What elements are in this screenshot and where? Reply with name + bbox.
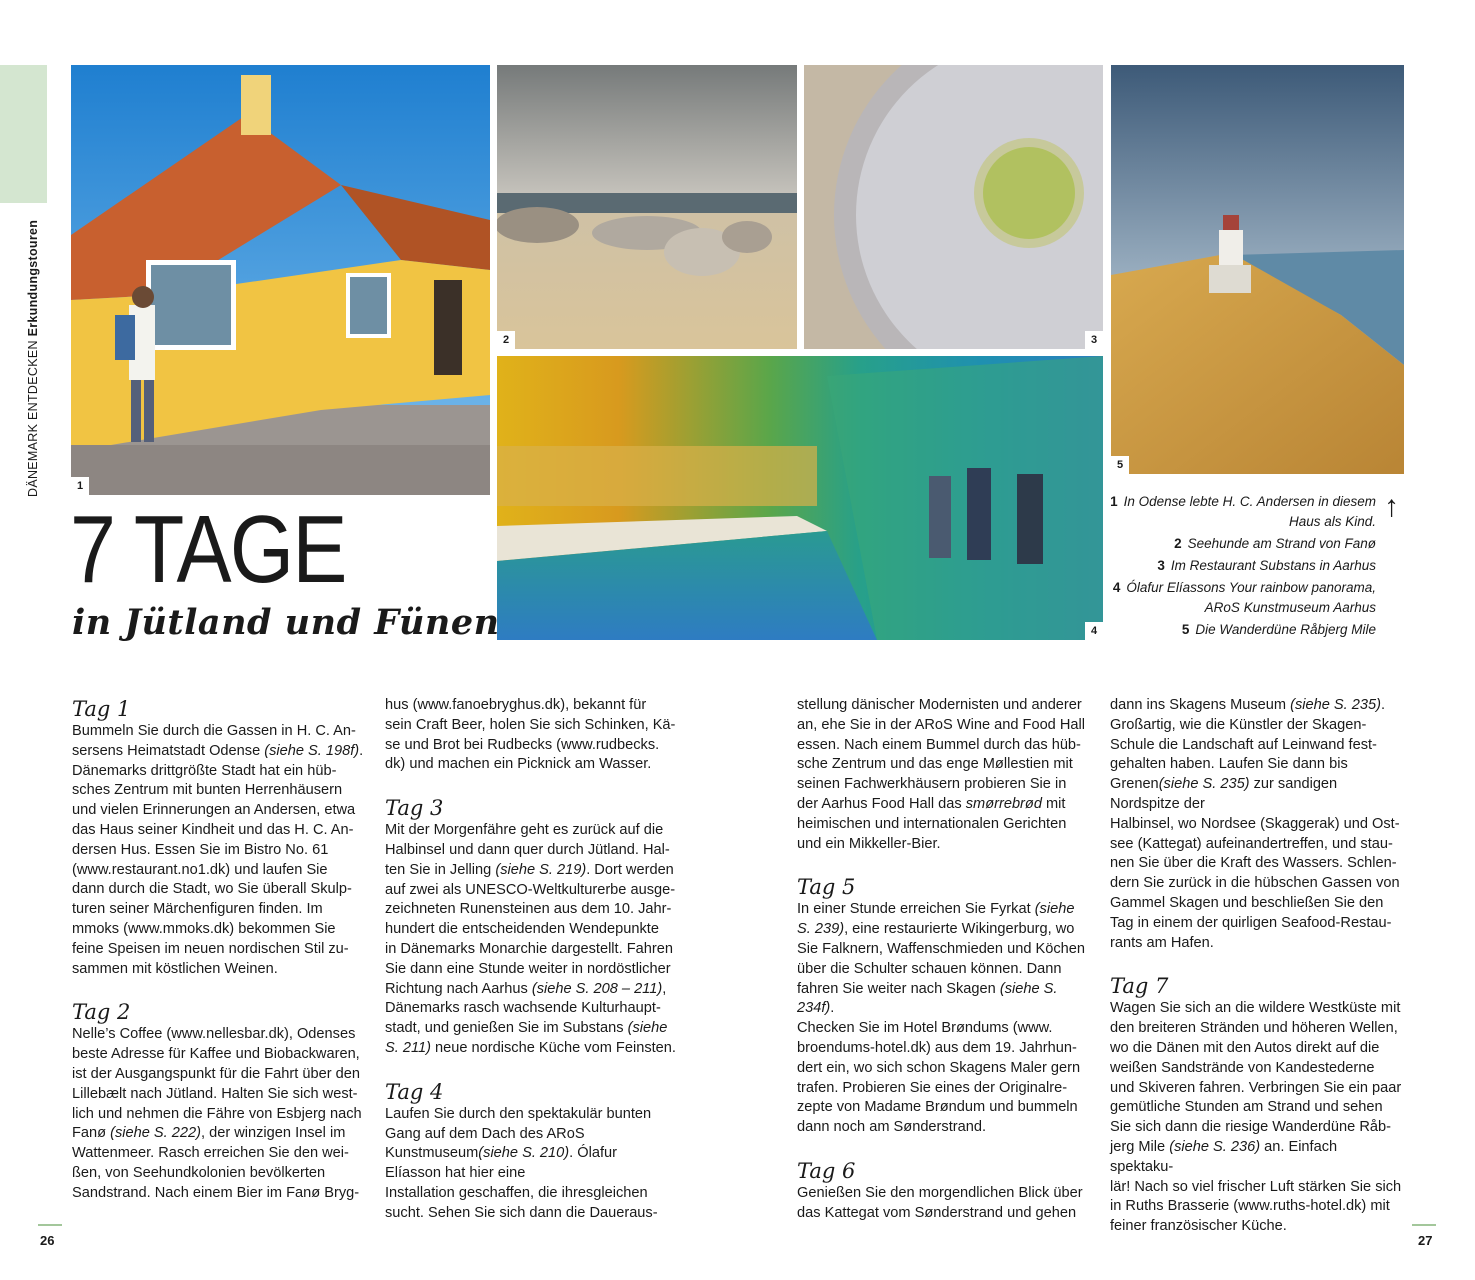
- day-text: Wagen Sie sich an die wildere Westküste mit den breiteren Stränden und höheren Wellen, wo die Dänen mit den Autos direkt auf die weißen Sandstrände von Kandestederne und Skiveren fahren. Verbringen Sie ein paar gemütliche Stunden am Strand und sehen Sie sich dann die riesige Wanderdüne Råb- jerg Mile (siehe S. 236) an. Einfach spektaku- lär! Nach so viel frischer Luft stärken Sie sich in Ruths Brasserie (www.ruths-hotel.dk) mit feiner französischer Küche.: [1110, 1000, 1402, 1235]
- day-heading: Tag 5: [797, 875, 856, 900]
- page-number-right: 27: [1418, 1233, 1433, 1248]
- day-text: Mit der Morgenfähre geht es zurück auf die Halbinsel und dann quer durch Jütland. Hal- ten Sie in Jelling (siehe S. 219). Dort werden auf zwei als UNESCO-Weltkulturerbe ausge- zeichneten Runensteinen aus dem 10. Jahr- hundert die entscheidenden Wendepunkte in Dänemarks Monarchie dargestellt. Fahren Sie dann eine Stunde weiter in nordöstlicher Richtung nach Aarhus (siehe S. 208 – 211), Dänemarks rasch wachsende Kulturhaupt- stadt, und genießen Sie im Substans (siehe S. 211) neue nordische Küche vom Feinsten.: [385, 822, 676, 1056]
- photo-yellow-house: [71, 65, 490, 495]
- day-text: hus (www.fanoebryghus.dk), bekannt für sein Craft Beer, holen Sie sich Schinken, Kä- se und Brot bei Rudbecks (www.rudbecks. dk) und machen ein Picknick am Wasser.: [385, 697, 676, 773]
- day-heading: Tag 4: [385, 1079, 444, 1104]
- day-text: Bummeln Sie durch die Gassen in H. C. An- sersens Heimatstadt Odense (siehe S. 198f). Dänemarks drittgrößte Stadt hat ein hüb- sches Zentrum mit bunten Herrenhäusern und vielen Erinnerungen an Andersen, etwa das Haus seiner Kindheit und das H. C. An- dersen Hus. Essen Sie im Bistro No. 61 (www.restaurant.no1.dk) und laufen Sie dann durch die Stadt, wo Sie überall Skulp- turen seiner Märchenfiguren finden. Im mmoks (www.mmoks.dk) bekommen Sie feine Speisen im neuen nordischen Stil zu- sammen mit köstlichen Weinen.: [72, 723, 364, 977]
- day-text: Nelle’s Coffee (www.nellesbar.dk), Odenses beste Adresse für Kaffee und Biobackwaren, ist der Ausgangspunkt für die Fahrt über den Lillebælt nach Jütland. Halten Sie sich west- lich und nehmen die Fähre von Esbjerg nach Fanø (siehe S. 222), der winzigen Insel im Wattenmeer. Rasch erreichen Sie den wei- ßen, von Seehundkolonien bevölkerten Sandstrand. Nach einem Bier im Fanø Bryg-: [72, 1026, 362, 1201]
- page-number-left: 26: [40, 1233, 55, 1248]
- page-rule-left: [38, 1224, 62, 1226]
- day-text: In einer Stunde erreichen Sie Fyrkat (siehe S. 239), eine restaurierte Wikingerburg, wo Sie Falknern, Waffenschmieden und Köchen über die Schulter schauen können. Dann fahren Sie weiter nach Skagen (siehe S. 234f). Checken Sie im Hotel Brøndums (www. broendums-hotel.dk) aus dem 19. Jahrhun- dert ein, wo sich schon Skagens Maler gern trafen. Probieren Sie eines der Originalre- zepte von Madame Brøndum und bummeln dann noch am Sønderstrand.: [797, 901, 1085, 1136]
- caption: 2 Seehunde am Strand von Fanø: [1174, 536, 1376, 551]
- day-heading: Tag 3: [385, 796, 444, 821]
- day-heading: Tag 7: [1110, 974, 1169, 999]
- day-heading: Tag 6: [797, 1158, 856, 1183]
- chapter-label: Erkundungstouren: [26, 219, 40, 337]
- day-text: stellung dänischer Modernisten und anderer an, ehe Sie in der ARoS Wine and Food Hall essen. Nach einem Bummel durch das hüb- sche Zentrum und das enge Møllestien mit seinen Fachwerkhäusern probieren Sie in der Aarhus Food Hall das smørrebrød mit heimischen und internationalen Gerichten und ein Mikkeller-Bier.: [797, 697, 1085, 852]
- caption: 5 Die Wanderdüne Råbjerg Mile: [1181, 622, 1376, 637]
- day-heading: Tag 2: [72, 1000, 131, 1025]
- photo-seals: [497, 65, 797, 349]
- chapter-tab: [0, 65, 47, 203]
- text-column-1: [72, 696, 364, 1204]
- photo-number: 5: [1111, 456, 1129, 474]
- page-title: 7 TAGE: [70, 496, 346, 603]
- day-heading: Tag 1: [72, 697, 131, 721]
- page-subtitle: in Jütland und Fünen: [72, 602, 500, 643]
- day-text: Genießen Sie den morgendlichen Blick über das Kattegat vom Sønderstrand und gehen: [797, 1184, 1083, 1221]
- running-head: [0, 213, 54, 505]
- photo-number: 2: [497, 331, 515, 349]
- text-column-3: [797, 696, 1089, 1224]
- photo-number: 1: [71, 477, 89, 495]
- caption: 1 In Odense lebte H. C. Andersen in diesem Haus als Kind.: [1110, 494, 1376, 529]
- photo-number: 4: [1085, 622, 1103, 640]
- photo-rainbow-panorama: [497, 356, 1103, 640]
- photo-dish: [804, 65, 1103, 349]
- text-column-4: [1110, 696, 1402, 1237]
- page-rule-right: [1412, 1224, 1436, 1226]
- photo-lighthouse-dune: [1111, 65, 1404, 474]
- caption: 3 Im Restaurant Substans in Aarhus: [1157, 558, 1376, 573]
- day-text: dann ins Skagens Museum (siehe S. 235). Großartig, wie die Künstler der Skagen- Schule die Landschaft auf Leinwand fest- gehalten haben. Laufen Sie dann bis Grenen(siehe S. 235) zur sandigen Nordspitze der Halbinsel, wo Nordsee (Skaggerak) und Ost- see (Kattegat) aufeinandertreffen, und stau- nen Sie über die Kraft des Wassers. Schlen- dern Sie zurück in die hübschen Gassen von Gammel Skagen und beschließen Sie den Tag in einem der quirligen Seafood-Restau- rants am Hafen.: [1110, 697, 1400, 951]
- caption: 4 Ólafur Elíassons Your rainbow panorama, ARoS Kunstmuseum Aarhus: [1112, 580, 1376, 615]
- day-text: Laufen Sie durch den spektakulär bunten Gang auf dem Dach des ARoS Kunstmuseum(siehe S. 210). Ólafur Elíasson hat hier eine Installation geschaffen, die ihresgleichen sucht. Sehen Sie sich dann die Daueraus-: [385, 1105, 658, 1221]
- photo-number: 3: [1085, 331, 1103, 349]
- text-column-2: [385, 696, 677, 1224]
- arrow-up-icon: ↑: [1384, 490, 1399, 523]
- photo-captions: [1110, 492, 1376, 642]
- section-label: DÄNEMARK ENTDECKEN: [26, 340, 40, 497]
